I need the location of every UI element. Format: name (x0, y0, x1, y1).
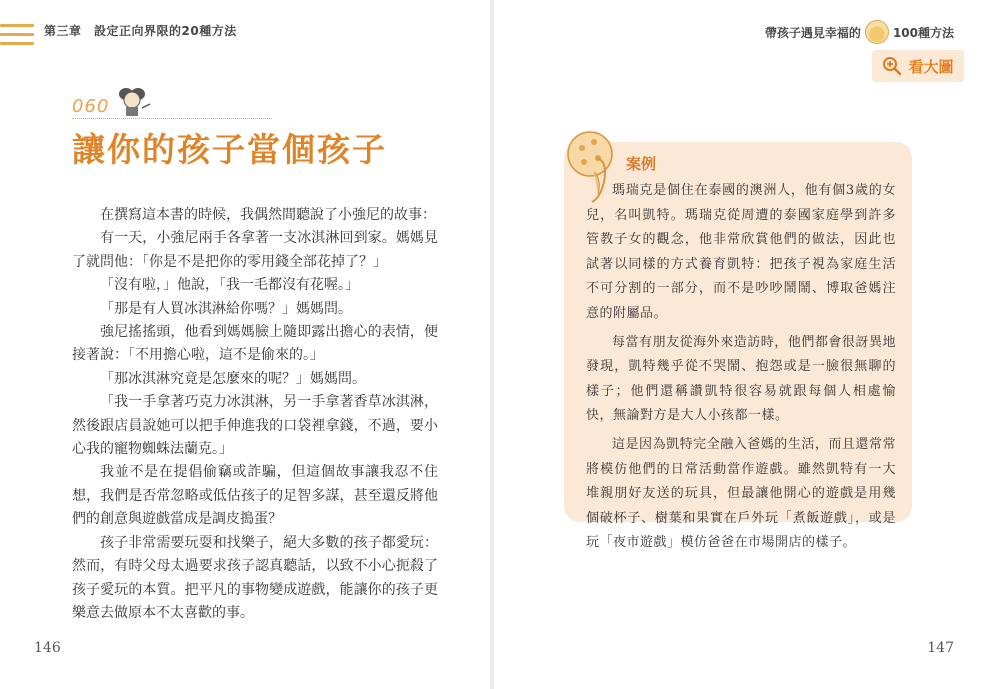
page-title: 讓你的孩子當個孩子 (72, 130, 387, 169)
zoom-button-label: 看大圖 (908, 57, 954, 76)
paragraph: 強尼搖搖頭，他看到媽媽臉上隨即露出擔心的表情，便接著說：「不用擔心啦，這不是偷來的。」 (72, 324, 438, 364)
book-title (765, 20, 954, 44)
title-divider (72, 118, 272, 119)
page-number-left: 146 (34, 640, 61, 656)
paragraph: 「我一手拿著巧克力冰淇淋，另一手拿著香草冰淇淋，然後跟店員說她可以把手伸進我的口袋裡拿錢，不過，要小心我的寵物蜘蛛法蘭克。」 (72, 394, 438, 458)
body-text (72, 204, 438, 625)
paragraph: 「那冰淇淋究竟是怎麼來的呢？」媽媽問。 (100, 370, 366, 387)
case-paragraph: 每當有朋友從海外來造訪時，他們都會很訝異地發現，凱特幾乎從不哭鬧、抱怨或是一臉很無聊的樣子；他們還稱讚凱特很容易就跟每個人相處愉快，無論對方是大人小孩都一樣。 (586, 334, 896, 424)
chapter-title: 第三章 設定正向界限的20種方法 (44, 24, 237, 38)
menu-lines-icon (0, 24, 34, 51)
case-text (586, 179, 896, 560)
right-page (492, 0, 984, 689)
paragraph: 孩子非常需要玩耍和找樂子，絕大多數的孩子都愛玩：然而，有時父母太過要求孩子認真聽話，以致不小心扼殺了孩子愛玩的本質。把平凡的事物變成遊戲，能讓你的孩子更樂意去做原本不太喜歡的事。 (72, 534, 438, 621)
paragraph: 有一天，小強尼兩手各拿著一支冰淇淋回到家。媽媽見了就問他：「你是不是把你的零用錢全部花掉了？」 (72, 230, 438, 270)
sun-icon (865, 20, 889, 44)
zoom-in-icon (882, 56, 902, 76)
case-label: 案例 (626, 155, 657, 173)
mascot-icon (112, 84, 152, 118)
paragraph: 我並不是在提倡偷竊或詐騙，但這個故事讓我忍不住想，我們是否常忽略或低估孩子的足智多謀，甚至還反將他們的創意與遊戲當成是調皮搗蛋？ (72, 464, 438, 528)
paragraph: 「沒有啦，」他說，「我一毛都沒有花喔。」 (100, 277, 359, 294)
page-number-right: 147 (927, 640, 954, 656)
paragraph: 「那是有人買冰淇淋給你嗎？」媽媽問。 (100, 300, 352, 317)
book-title-part2: 100種方法 (892, 25, 954, 40)
book-title-part1: 帶孩子遇見幸福的 (764, 25, 861, 40)
zoom-button[interactable] (872, 50, 964, 82)
case-paragraph: 這是因為凱特完全融入爸媽的生活，而且還常常將模仿他們的日常活動當作遊戲。雖然凱特有一大堆親朋好友送的玩具，但最讓他開心的遊戲是用幾個破杯子、樹葉和果實在戶外玩「煮飯遊戲」，或是玩「夜市遊戲」模仿爸爸在市場開店的樣子。 (586, 436, 896, 551)
section-number: 060 (72, 96, 110, 117)
paragraph: 在撰寫這本書的時候，我偶然間聽說了小強尼的故事： (100, 207, 436, 223)
case-paragraph: 瑪瑞克是個住在泰國的澳洲人，他有個3歲的女兒，名叫凱特。瑪瑞克從周遭的泰國家庭學到許多管教子女的觀念，他非常欣賞他們的做法，因此也試著以同樣的方式養育凱特：把孩子視為家庭生活不可分割的一部分，而不是吵吵鬧鬧、博取爸媽注意的附屬品。 (586, 183, 896, 321)
